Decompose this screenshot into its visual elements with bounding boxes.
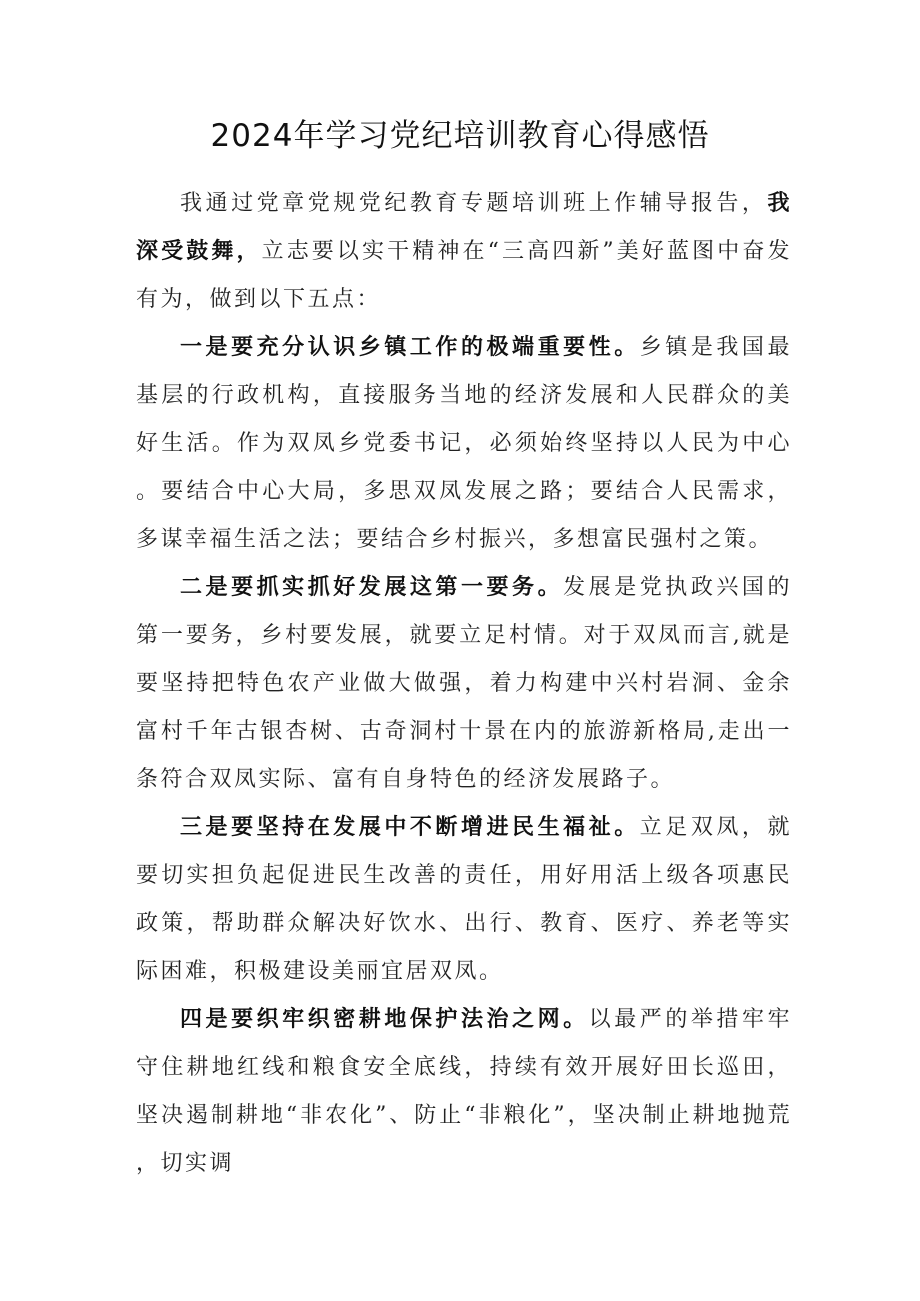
point-text-1: 乡镇是我国最基层的行政机构，直接服务当地的经济发展和人民群众的美好生活。作为双凤乡党委书记，必须始终坚持以人民为中心。要结合中心大局，多思双凤发展之路；要结合人民需求，多谋幸福生活之法；要结合乡村振兴，多想富民强村之策。 [136, 335, 792, 552]
intro-paragraph [136, 180, 792, 324]
intro-text-start: 我通过党章党规党纪教育专题培训班上作辅导报告， [180, 191, 768, 216]
point-heading-3: 三是要坚持在发展中不断增进民生福祉。 [180, 815, 640, 840]
point-heading-4: 四是要织牢织密耕地保护法治之网。 [180, 1007, 589, 1032]
point-text-3: 立足双凤，就要切实担负起促进民生改善的责任，用好用活上级各项惠民政策，帮助群众解决好饮水、出行、教育、医疗、养老等实际困难，积极建设美丽宜居双凤。 [136, 815, 792, 984]
intro-text-end: 立志要以实干精神在“三高四新”美好蓝图中奋发有为，做到以下五点： [136, 239, 792, 312]
point-text-2: 发展是党执政兴国的第一要务，乡村要发展，就要立足村情。对于双凤而言,就是要坚持把特色农产业做大做强，着力构建中兴村岩洞、金余富村千年古银杏树、古奇洞村十景在内的旅游新格局,走出一条符合双凤实际、富有自身特色的经济发展路子。 [136, 575, 792, 792]
document-title: 2024年学习党纪培训教育心得感悟 [210, 118, 710, 154]
document-body [136, 180, 792, 1188]
point-heading-1: 一是要充分认识乡镇工作的极端重要性。 [180, 335, 640, 360]
point-heading-2: 二是要抓实抓好发展这第一要务。 [180, 575, 564, 600]
point-paragraph-4 [136, 996, 792, 1188]
point-paragraph-3 [136, 804, 792, 996]
point-paragraph-1 [136, 324, 792, 564]
intro-emphasis: 我深受鼓舞， [136, 191, 792, 264]
point-text-4: 以最严的举措牢牢守住耕地红线和粮食安全底线，持续有效开展好田长巡田，坚决遏制耕地“非农化”、防止“非粮化”，坚决制止耕地抛荒，切实调 [136, 1007, 792, 1176]
point-paragraph-2 [136, 564, 792, 804]
